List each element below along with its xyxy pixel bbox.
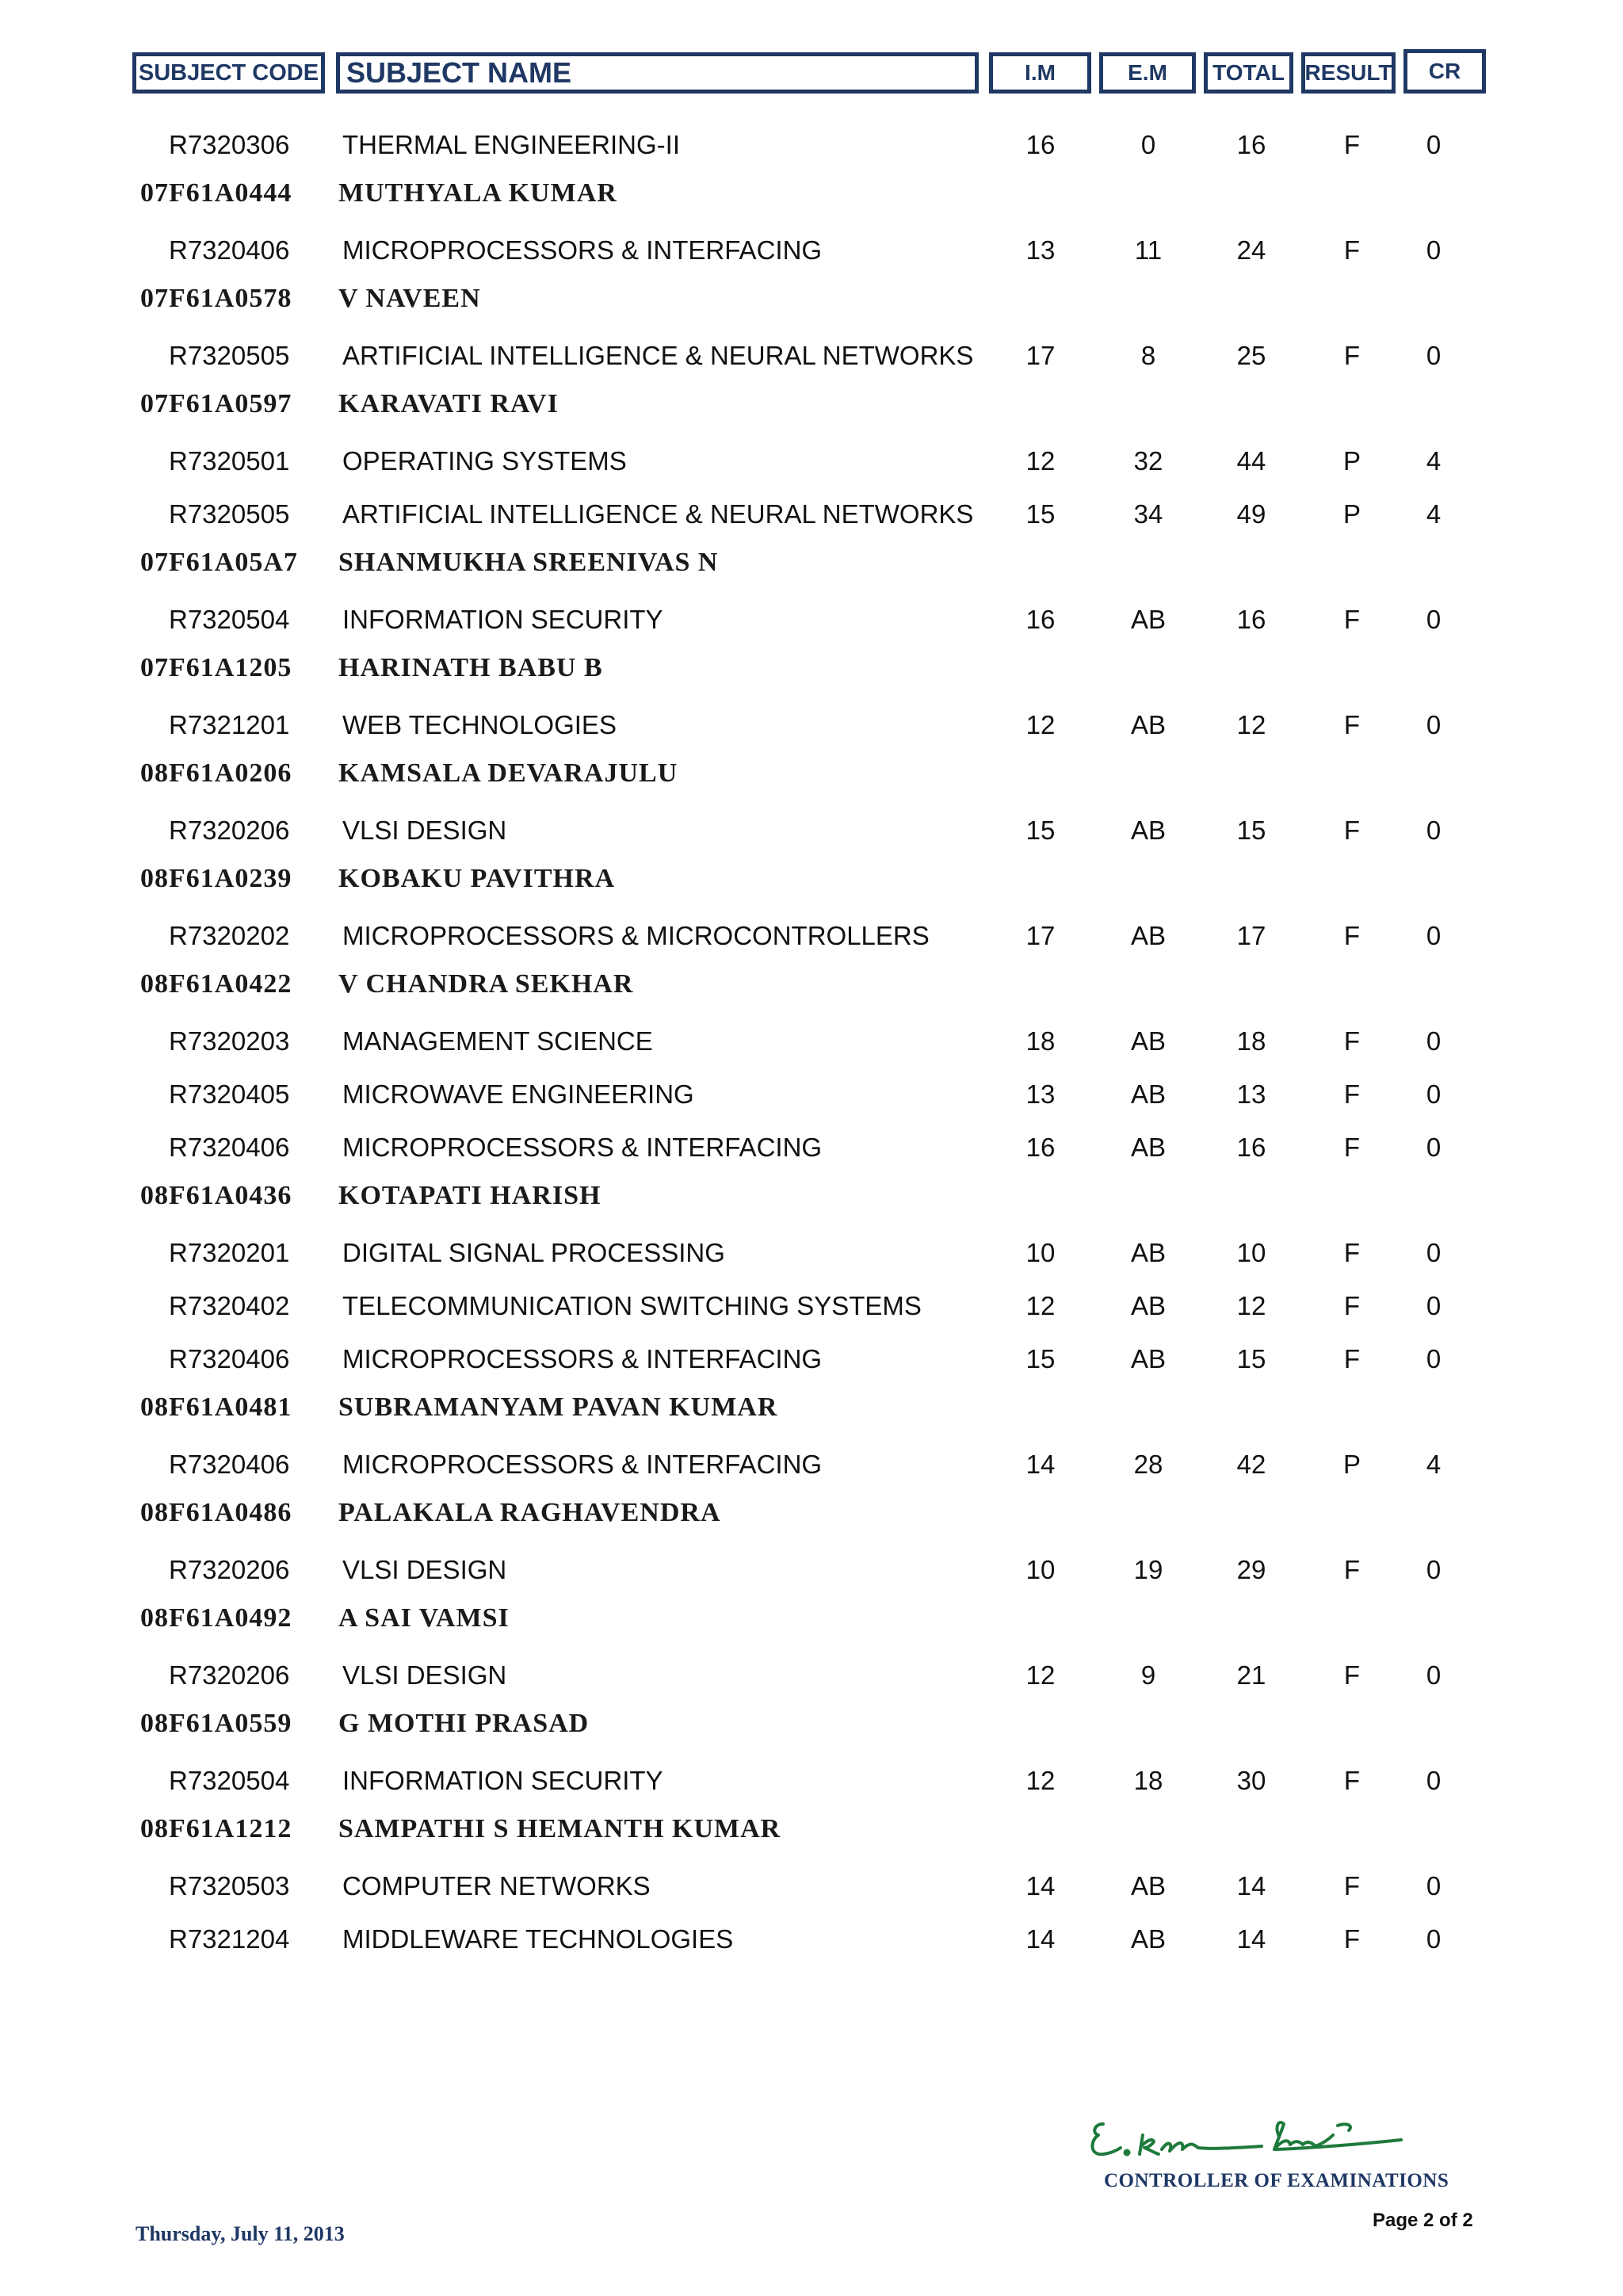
credits: 0 [1426,1766,1442,1795]
subject-code: R7320406 [169,1133,290,1162]
internal-marks: 12 [1025,1660,1056,1690]
subject-row [0,1121,1623,1175]
subject-code: R7320206 [169,816,290,845]
subject-row [0,1438,1623,1492]
subject-code: R7320201 [169,1238,290,1267]
subject-row [0,910,1623,963]
subject-name: VLSI DESIGN [342,816,507,845]
result: F [1343,235,1361,265]
student-row [0,383,1623,435]
result: F [1343,816,1361,845]
subject-code: R7320306 [169,130,290,159]
external-marks: AB [1130,1026,1167,1056]
subject-row [0,1068,1623,1121]
total-marks: 14 [1236,1924,1266,1954]
result: F [1343,921,1361,950]
result: P [1342,1450,1361,1479]
subject-name: THERMAL ENGINEERING-II [342,130,680,159]
student-name: SAMPATHI S HEMANTH KUMAR [338,1814,781,1843]
student-roll-number: 08F61A0436 [140,1181,292,1210]
external-marks: AB [1130,1133,1167,1162]
student-roll-number: 07F61A0597 [140,389,292,418]
subject-row [0,1333,1623,1386]
student-name: V NAVEEN [338,284,481,313]
total-marks: 15 [1236,1344,1266,1373]
total-marks: 12 [1236,1291,1266,1320]
subject-code: R7320505 [169,499,290,529]
total-marks: 13 [1236,1079,1266,1109]
student-row [0,1702,1623,1755]
internal-marks: 12 [1025,1291,1056,1320]
credits: 0 [1426,605,1442,634]
internal-marks: 16 [1025,130,1056,159]
total-marks: 25 [1236,341,1266,370]
external-marks: AB [1130,921,1167,950]
subject-code: R7320501 [169,446,290,476]
subject-name: VLSI DESIGN [342,1555,507,1584]
subject-name: MANAGEMENT SCIENCE [342,1026,653,1056]
student-name: A SAI VAMSI [338,1603,510,1633]
subject-row [0,594,1623,647]
total-marks: 17 [1236,921,1266,950]
result: F [1343,1291,1361,1320]
subject-code: R7320405 [169,1079,290,1109]
credits: 0 [1426,1924,1442,1954]
subject-row [0,435,1623,488]
credits: 0 [1426,1133,1442,1162]
subject-name: INFORMATION SECURITY [342,605,663,634]
student-roll-number: 07F61A0444 [140,178,292,208]
subject-row [0,1913,1623,1966]
subject-row [0,488,1623,541]
subject-name: MICROWAVE ENGINEERING [342,1079,694,1109]
result: F [1343,710,1361,739]
internal-marks: 10 [1025,1238,1056,1267]
header-subject-name: SUBJECT NAME [336,52,979,94]
result: P [1342,499,1361,529]
subject-name: COMPUTER NETWORKS [342,1871,651,1901]
external-marks: 18 [1133,1766,1163,1795]
student-name: PALAKALA RAGHAVENDRA [338,1498,721,1527]
total-marks: 49 [1236,499,1266,529]
subject-code: R7320406 [169,235,290,265]
external-marks: 0 [1140,130,1156,159]
internal-marks: 17 [1025,921,1056,950]
total-marks: 16 [1236,1133,1266,1162]
credits: 0 [1426,1344,1442,1373]
internal-marks: 12 [1025,710,1056,739]
header-result: RESULT [1301,52,1396,94]
subject-row [0,1227,1623,1280]
internal-marks: 15 [1025,1344,1056,1373]
credits: 4 [1426,499,1442,529]
result: F [1343,1924,1361,1954]
total-marks: 30 [1236,1766,1266,1795]
student-row [0,752,1623,804]
external-marks: AB [1130,1871,1167,1901]
external-marks: AB [1130,710,1167,739]
subject-code: R7320504 [169,1766,290,1795]
total-marks: 10 [1236,1238,1266,1267]
subject-code: R7320503 [169,1871,290,1901]
subject-name: INFORMATION SECURITY [342,1766,663,1795]
external-marks: 34 [1133,499,1163,529]
internal-marks: 10 [1025,1555,1056,1584]
results-list [0,119,1623,1966]
student-name: G MOTHI PRASAD [338,1709,590,1738]
internal-marks: 18 [1025,1026,1056,1056]
subject-name: VLSI DESIGN [342,1660,507,1690]
subject-name: TELECOMMUNICATION SWITCHING SYSTEMS [342,1291,922,1320]
result: F [1343,1766,1361,1795]
external-marks: AB [1130,816,1167,845]
subject-row [0,1280,1623,1333]
student-row [0,1175,1623,1227]
subject-code: R7320504 [169,605,290,634]
student-roll-number: 08F61A0206 [140,758,292,788]
student-roll-number: 08F61A0481 [140,1392,292,1422]
header-subject-code: SUBJECT CODE [132,52,325,94]
total-marks: 24 [1236,235,1266,265]
total-marks: 16 [1236,605,1266,634]
credits: 0 [1426,1555,1442,1584]
student-roll-number: 07F61A05A7 [140,548,298,577]
subject-row [0,224,1623,277]
external-marks: AB [1130,605,1167,634]
internal-marks: 16 [1025,605,1056,634]
subject-name: MICROPROCESSORS & INTERFACING [342,1450,823,1479]
result: F [1343,1660,1361,1690]
student-roll-number: 08F61A0559 [140,1709,292,1738]
result: F [1343,1238,1361,1267]
result: F [1343,1133,1361,1162]
student-row [0,1808,1623,1860]
subject-code: R7320406 [169,1344,290,1373]
credits: 0 [1426,1871,1442,1901]
subject-code: R7320203 [169,1026,290,1056]
subject-code: R7320202 [169,921,290,950]
subject-name: OPERATING SYSTEMS [342,446,627,476]
total-marks: 12 [1236,710,1266,739]
subject-code: R7320402 [169,1291,290,1320]
subject-name: ARTIFICIAL INTELLIGENCE & NEURAL NETWORKS [342,499,974,529]
student-roll-number: 08F61A1212 [140,1814,292,1843]
internal-marks: 16 [1025,1133,1056,1162]
external-marks: AB [1130,1344,1167,1373]
internal-marks: 14 [1025,1450,1056,1479]
subject-name: MICROPROCESSORS & INTERFACING [342,1344,823,1373]
header-em: E.M [1099,52,1196,94]
external-marks: AB [1130,1291,1167,1320]
subject-row [0,699,1623,752]
external-marks: AB [1130,1238,1167,1267]
result: F [1343,1026,1361,1056]
student-row [0,963,1623,1015]
result: F [1343,1344,1361,1373]
internal-marks: 15 [1025,816,1056,845]
subject-row [0,804,1623,858]
credits: 0 [1426,1026,1442,1056]
credits: 0 [1426,341,1442,370]
subject-row [0,1860,1623,1913]
student-name: V CHANDRA SEKHAR [338,969,634,999]
subject-row [0,1649,1623,1702]
credits: 0 [1426,1079,1442,1109]
result: F [1343,1079,1361,1109]
external-marks: 8 [1140,341,1156,370]
student-name: HARINATH BABU B [338,653,603,682]
result: F [1343,130,1361,159]
subject-code: R7321201 [169,710,290,739]
total-marks: 21 [1236,1660,1266,1690]
credits: 0 [1426,710,1442,739]
header-total: TOTAL [1204,52,1293,94]
student-roll-number: 07F61A0578 [140,284,292,313]
credits: 0 [1426,1660,1442,1690]
subject-row [0,1544,1623,1597]
total-marks: 15 [1236,816,1266,845]
subject-row [0,330,1623,383]
subject-code: R7320406 [169,1450,290,1479]
student-roll-number: 08F61A0422 [140,969,292,999]
subject-row [0,119,1623,172]
credits: 0 [1426,235,1442,265]
subject-row [0,1015,1623,1068]
student-row [0,277,1623,330]
internal-marks: 12 [1025,1766,1056,1795]
student-row [0,858,1623,910]
subject-name: MIDDLEWARE TECHNOLOGIES [342,1924,734,1954]
total-marks: 16 [1236,130,1266,159]
student-row [0,1597,1623,1649]
subject-name: ARTIFICIAL INTELLIGENCE & NEURAL NETWORKS [342,341,974,370]
subject-row [0,1755,1623,1808]
subject-name: MICROPROCESSORS & INTERFACING [342,235,823,265]
subject-name: MICROPROCESSORS & MICROCONTROLLERS [342,921,930,950]
student-name: MUTHYALA KUMAR [338,178,617,208]
print-date: Thursday, July 11, 2013 [136,2222,345,2245]
internal-marks: 14 [1025,1924,1056,1954]
internal-marks: 15 [1025,499,1056,529]
external-marks: AB [1130,1924,1167,1954]
subject-code: R7320206 [169,1555,290,1584]
result: F [1343,605,1361,634]
total-marks: 44 [1236,446,1266,476]
total-marks: 42 [1236,1450,1266,1479]
external-marks: 9 [1140,1660,1156,1690]
result: F [1343,1555,1361,1584]
student-name: KARAVATI RAVI [338,389,559,418]
total-marks: 29 [1236,1555,1266,1584]
result: F [1343,1871,1361,1901]
credits: 0 [1426,921,1442,950]
result: F [1343,341,1361,370]
subject-code: R7321204 [169,1924,290,1954]
external-marks: 11 [1134,235,1163,265]
internal-marks: 12 [1025,446,1056,476]
student-row [0,647,1623,699]
controller-of-examinations: CONTROLLER OF EXAMINATIONS [1104,2170,1449,2191]
student-name: KOTAPATI HARISH [338,1181,601,1210]
header-cr: CR [1403,49,1486,94]
subject-name: MICROPROCESSORS & INTERFACING [342,1133,823,1162]
internal-marks: 14 [1025,1871,1056,1901]
internal-marks: 13 [1025,235,1056,265]
student-name: SHANMUKHA SREENIVAS N [338,548,719,577]
student-roll-number: 07F61A1205 [140,653,292,682]
credits: 0 [1426,816,1442,845]
credits: 4 [1426,446,1442,476]
subject-code: R7320505 [169,341,290,370]
student-row [0,172,1623,224]
credits: 4 [1426,1450,1442,1479]
external-marks: AB [1130,1079,1167,1109]
credits: 0 [1426,1238,1442,1267]
student-roll-number: 08F61A0492 [140,1603,292,1633]
student-name: KOBAKU PAVITHRA [338,864,616,893]
external-marks: 19 [1133,1555,1163,1584]
internal-marks: 17 [1025,341,1056,370]
student-row [0,1492,1623,1544]
student-row [0,541,1623,594]
credits: 0 [1426,1291,1442,1320]
controller-signature [1086,2084,1458,2172]
total-marks: 18 [1236,1026,1266,1056]
student-name: SUBRAMANYAM PAVAN KUMAR [338,1392,778,1422]
subject-code: R7320206 [169,1660,290,1690]
subject-name: DIGITAL SIGNAL PROCESSING [342,1238,725,1267]
result: P [1342,446,1361,476]
credits: 0 [1426,130,1442,159]
header-im: I.M [989,52,1091,94]
subject-name: WEB TECHNOLOGIES [342,710,617,739]
internal-marks: 13 [1025,1079,1056,1109]
external-marks: 32 [1133,446,1163,476]
student-row [0,1386,1623,1438]
external-marks: 28 [1133,1450,1163,1479]
student-roll-number: 08F61A0239 [140,864,292,893]
student-roll-number: 08F61A0486 [140,1498,292,1527]
total-marks: 14 [1236,1871,1266,1901]
student-name: KAMSALA DEVARAJULU [338,758,678,788]
page-number: Page 2 of 2 [1373,2210,1473,2231]
